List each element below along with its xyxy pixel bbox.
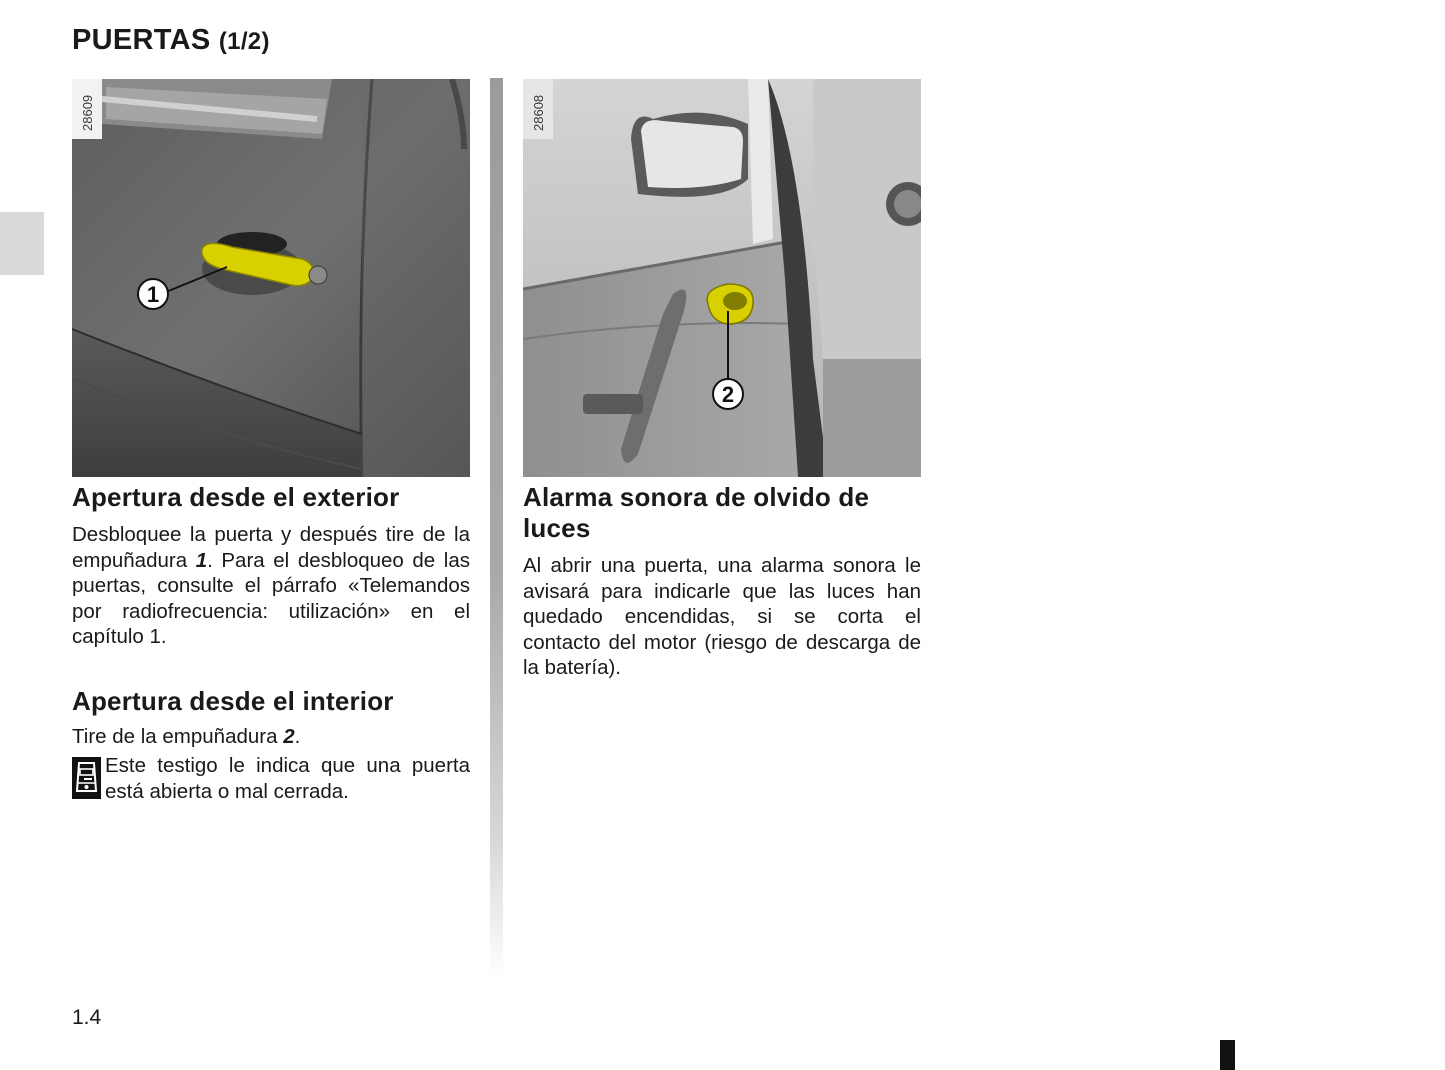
page-title bbox=[72, 24, 270, 57]
exterior-handle-number: 1 bbox=[195, 548, 208, 572]
figure1-callout: 1 bbox=[146, 282, 160, 307]
interior-text-b: . bbox=[294, 724, 301, 748]
interior-text-a: Tire de la empuñadura bbox=[72, 724, 284, 748]
figure2-callout: 2 bbox=[721, 382, 735, 407]
heading-exterior-opening: Apertura desde el exterior bbox=[72, 482, 400, 512]
figure2-ref-number: 28608 bbox=[531, 94, 546, 131]
heading-lights-alarm: Alarma sonora de olvido de luces bbox=[523, 482, 870, 543]
paragraph-exterior-opening bbox=[72, 522, 470, 650]
figure-interior-handle bbox=[523, 79, 921, 477]
interior-handle-illustration bbox=[523, 79, 921, 477]
left-column bbox=[72, 482, 470, 804]
paragraph-door-warning bbox=[72, 753, 470, 804]
chapter-tab bbox=[0, 212, 44, 275]
page-number: 1.4 bbox=[72, 1006, 102, 1029]
page-title-main: PUERTAS bbox=[72, 24, 211, 56]
door-open-warning-icon bbox=[72, 757, 101, 799]
exterior-text-a: Desbloquee la puerta y después tire de la empuñadura bbox=[72, 523, 470, 572]
door-warning-text: Este testigo le indica que una puerta está abierta o mal cerrada. bbox=[105, 754, 470, 803]
page-title-part: (1/2) bbox=[218, 28, 270, 55]
paragraph-lights-alarm: Al abrir una puerta, una alarma sonora le avisará para indicarle que las luces han quedado encendidas, si se corta el contacto del motor (riesgo de descarga de la batería). bbox=[523, 554, 921, 679]
corner-mark bbox=[1220, 1040, 1235, 1070]
figure1-ref-number: 28609 bbox=[80, 94, 95, 131]
right-column bbox=[523, 482, 921, 681]
figure-exterior-handle bbox=[72, 79, 470, 477]
column-divider bbox=[490, 78, 503, 978]
interior-handle-number: 2 bbox=[283, 724, 295, 748]
exterior-handle-illustration bbox=[72, 79, 470, 477]
heading-interior-opening: Apertura desde el interior bbox=[72, 685, 394, 716]
exterior-text-b: . Para el desbloqueo de las puertas, consulte el párrafo «Telemandos por radiofrecuencia: utilización» en el capítulo 1. bbox=[72, 548, 471, 648]
paragraph-interior-opening bbox=[72, 724, 470, 750]
